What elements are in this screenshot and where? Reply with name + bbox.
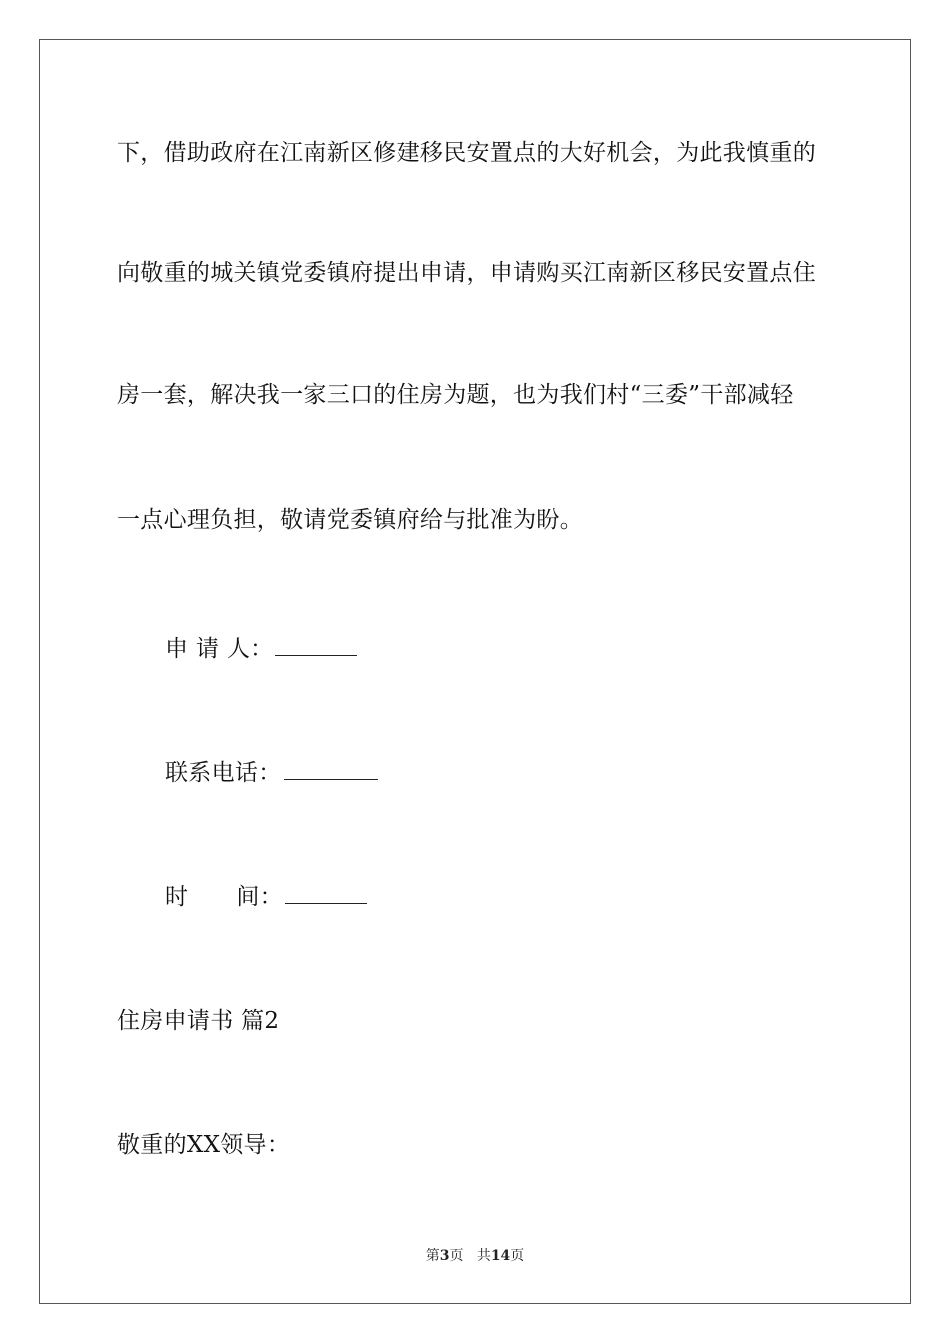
applicant-label: 申 请 人： [165, 636, 274, 662]
footer-page-number: 3 [439, 1248, 450, 1264]
body-line-1: 下，借助政府在江南新区修建移民安置点的大好机会，为此我慎重的 [117, 140, 816, 166]
footer-total-pages: 14 [490, 1248, 511, 1264]
footer-prefix: 第 [425, 1248, 440, 1264]
body-line-3: 房一套，解决我一家三口的住房为题，也为我们村“三委”干部减轻 [117, 382, 794, 408]
footer-page-suffix: 页 [449, 1248, 464, 1264]
applicant-row [165, 633, 357, 664]
footer-total-prefix: 共 [476, 1248, 491, 1264]
time-label-start: 时 [165, 884, 189, 910]
phone-row [165, 757, 378, 788]
salutation: 敬重的XX领导： [117, 1132, 291, 1158]
page-frame [39, 39, 911, 1304]
phone-blank[interactable] [284, 757, 378, 780]
time-blank[interactable] [285, 881, 367, 904]
applicant-blank[interactable] [275, 633, 357, 656]
page-footer [0, 1245, 950, 1265]
footer-total-suffix: 页 [510, 1248, 525, 1264]
time-row [165, 881, 367, 912]
body-line-4: 一点心理负担，敬请党委镇府给与批准为盼。 [117, 507, 583, 533]
body-line-2: 向敬重的城关镇党委镇府提出申请，申请购买江南新区移民安置点住 [117, 260, 816, 286]
time-label-end: 间： [236, 884, 283, 910]
section-title: 住房申请书 篇2 [117, 1008, 280, 1034]
phone-label: 联系电话： [165, 760, 282, 786]
